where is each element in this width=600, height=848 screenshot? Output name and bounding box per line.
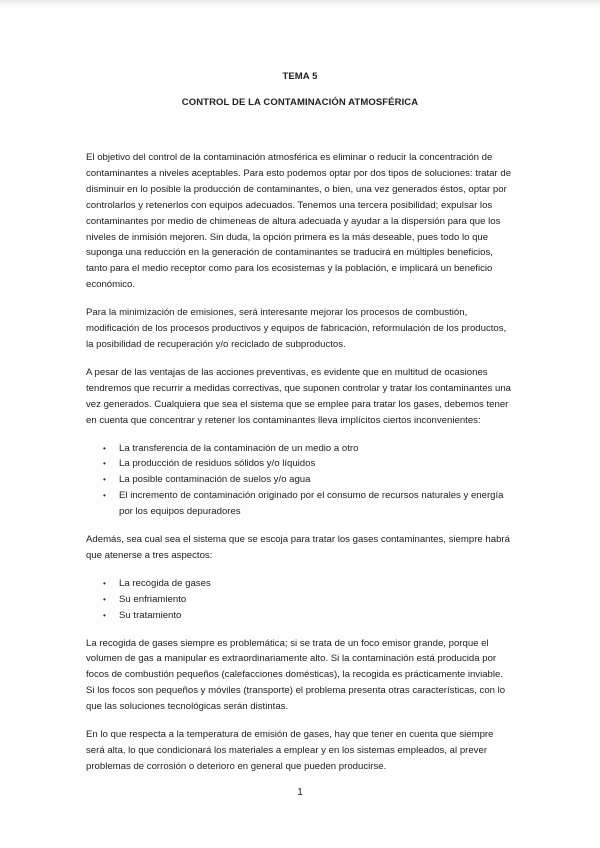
list-item [103, 608, 514, 624]
paragraph-aspects-intro: Además, sea cual sea el sistema que se escoja para tratar los gases contaminantes, siempre habrá que atenerse a tres aspectos: [86, 534, 510, 561]
document-body [86, 150, 514, 787]
list-item-text: La posible contaminación de suelos y/o agua [119, 474, 311, 486]
topic-heading: TEMA 5 [282, 71, 318, 82]
bullet-icon: • [103, 475, 106, 485]
paragraph-minimization: Para la minimización de emisiones, será interesante mejorar los procesos de combustión, modificación de los procesos productivos y equipos de fabricación, reformulación de los productos, la posibilidad de recuperación y/o reciclado de subproductos. [86, 307, 507, 350]
list-item-text: El incremento de contaminación originado por el consumo de recursos naturales y energía por los equipos depuradores [119, 490, 504, 518]
bullet-icon: • [103, 459, 106, 469]
paragraph-temperature: En lo que respecta a la temperatura de emisión de gases, hay que tener en cuenta que siempre será alta, lo que condicionará los materiales a emplear y en los sistemas empleados, al prever problemas de corrosión o deterioro en general que pueden producirse. [86, 729, 494, 772]
list-item-text: La producción de residuos sólidos y/o líquidos [119, 458, 316, 470]
page-title: CONTROL DE LA CONTAMINACIÓN ATMOSFÉRICA [181, 97, 419, 108]
bullet-icon: • [103, 443, 106, 453]
list-item-text: La recogida de gases [119, 577, 211, 589]
aspects-list [86, 576, 514, 624]
list-item [103, 592, 514, 608]
list-item [103, 488, 514, 520]
bullet-icon: • [103, 491, 106, 501]
paragraph-collection: La recogida de gases siempre es problemática; si se trata de un foco emisor grande, porque el volumen de gas a manipular es extraordinariamente alto. Si la contaminación está producida por focos de combustión pequeños (calefacciones domésticas), la recogida es prácticamente inviable. Si los focos son pequeños y móviles (transporte) el problema presenta otras características, con lo que las soluciones tecnológicas serán distintas. [86, 637, 506, 713]
bullet-icon: • [103, 578, 106, 588]
list-item [103, 576, 514, 592]
drawbacks-list [86, 441, 514, 521]
list-item-text: Su enfriamiento [119, 593, 187, 605]
list-item [103, 472, 514, 488]
bullet-icon: • [103, 594, 106, 604]
scan-edge [0, 0, 600, 6]
list-item [103, 456, 514, 472]
page-number: 1 [297, 787, 303, 798]
paragraph-corrective: A pesar de las ventajas de las acciones preventivas, es evidente que en multitud de ocasiones tendremos que recurrir a medidas correctivas, que suponen controlar y tratar los contaminantes una vez generados. Cualquiera que sea el sistema que se emplee para tratar los gases, debemos tener en cuenta que concentrar y retener los contaminantes lleva implícitos ciertos inconvenientes: [86, 366, 512, 426]
list-item-text: Su tratamiento [119, 609, 182, 621]
paragraph-intro: El objetivo del control de la contaminación atmosférica es eliminar o reducir la concentración de contaminantes a niveles aceptables. Para esto podemos optar por dos tipos de soluciones: tratar de disminuir en lo posible la producción de contaminantes, o bien, una vez generados éstos, optar por controlarlos y retenerlos con equipos adecuados. Tenemos una tercera posibilidad; expulsar los contaminantes por medio de chimeneas de altura adecuada y ayudar a la dispersión para que los niveles de inmisión mejoren. Sin duda, la opción primera es la más deseable, pues todo lo que suponga una reducción en la generación de contaminantes se traducirá en múltiples beneficios, tanto para el medio receptor como para los ecosistemas y la población, e implicará un beneficio económico. [86, 152, 512, 291]
bullet-icon: • [103, 610, 106, 620]
list-item [103, 441, 514, 457]
list-item-text: La transferencia de la contaminación de un medio a otro [119, 442, 359, 454]
